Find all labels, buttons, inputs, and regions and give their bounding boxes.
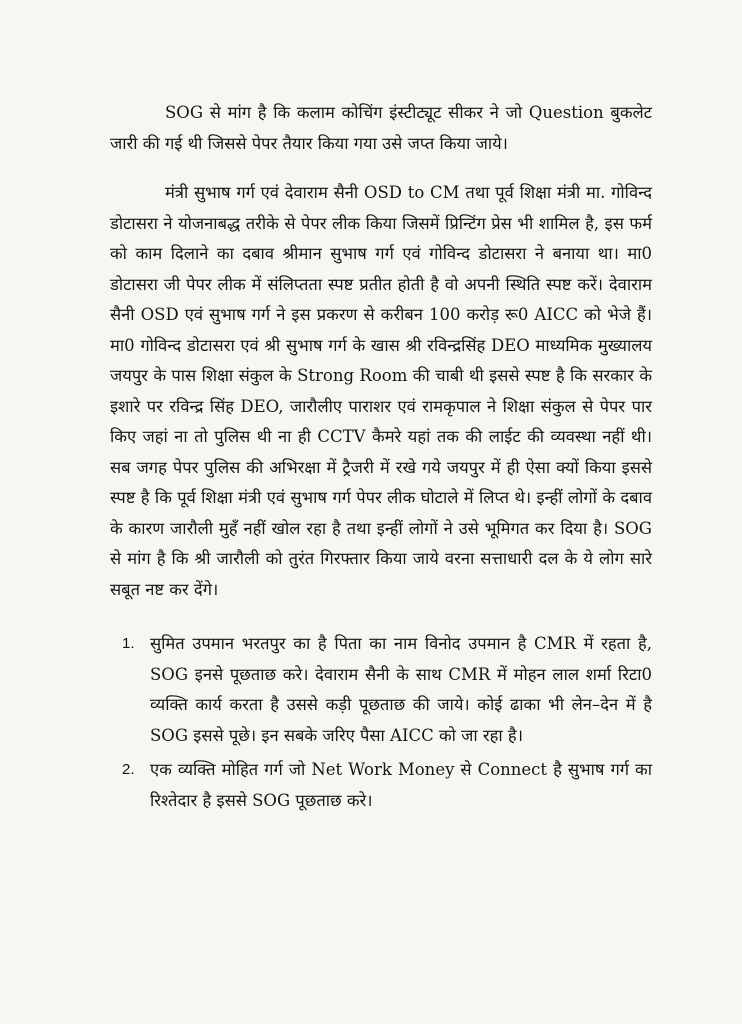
numbered-list xyxy=(110,629,652,816)
paragraph-gap xyxy=(110,159,652,178)
list-item-number: 1. xyxy=(122,635,135,652)
list-item-text: सुमित उपमान भरतपुर का है पिता का नाम विनोद उपमान है CMR में रहता है, SOG इनसे पूछताछ करे। देवाराम सैनी के साथ CMR में मोहन लाल शर्मा रिटा0 व्यक्ति कार्य करता है उससे कड़ी पूछताछ की जाये। कोई ढाका भी लेन–देन में है SOG इससे पूछे। इन सबके जरिए पैसा AICC को जा रहा है। xyxy=(150,634,652,745)
list-gap xyxy=(110,605,652,629)
paragraph-question-booklet: SOG से मांग है कि कलाम कोचिंग इंस्टीट्यूट सीकर ने जो Question बुकलेट जारी की गई थी जिससे पेपर तैयार किया गया उसे जप्त किया जाये। xyxy=(110,103,652,153)
list-item-number: 2. xyxy=(122,761,135,778)
list-item-text: एक व्यक्ति मोहित गर्ग जो Net Work Money से Connect है सुभाष गर्ग का रिश्तेदार है इससे SOG पूछताछ करे। xyxy=(150,760,652,810)
list-item xyxy=(122,629,652,751)
list-item xyxy=(122,755,652,816)
paragraph-paper-leak-allegations: मंत्री सुभाष गर्ग एवं देवाराम सैनी OSD to CM तथा पूर्व शिक्षा मंत्री मा. गोविन्द डोटासरा ने योजनाबद्ध तरीके से पेपर लीक किया जिसमें प्रिन्टिंग प्रेस भी शामिल है, इस फर्म को काम दिलाने का दबाव श्रीमान सुभाष गर्ग एवं गोविन्द डोटासरा ने बनाया था। मा0 डोटासरा जी पेपर लीक में संलिप्तता स्पष्ट प्रतीत होती है वो अपनी स्थिति स्पष्ट करें। देवाराम सैनी OSD एवं सुभाष गर्ग ने इस प्रकरण से करीबन 100 करोड़ रू0 AICC को भेजे हैं। मा0 गोविन्द डोटासरा एवं श्री सुभाष गर्ग के खास श्री रविन्द्रसिंह DEO माध्यमिक मुख्यालय जयपुर के पास शिक्षा संकुल के Strong Room की चाबी थी इससे स्पष्ट है कि सरकार के इशारे पर रविन्द्र सिंह DEO, जारौलीए पाराशर एवं रामकृपाल ने शिक्षा संकुल से पेपर पार किए जहां ना तो पुलिस थी ना ही CCTV कैमरे यहां तक की लाईट की व्यवस्था नहीं थी। सब जगह पेपर पुलिस की अभिरक्षा में ट्रैजरी में रखे गये जयपुर में ही ऐसा क्यों किया इससे स्पष्ट है कि पूर्व शिक्षा मंत्री एवं सुभाष गर्ग पेपर लीक घोटाले में लिप्त थे। इन्हीं लोगों के दबाव के कारण जारौली मुहँ नहीं खोल रहा है तथा इन्हीं लोगों ने उसे भूमिगत कर दिया है। SOG से मांग है कि श्री जारौली को तुरंत गिरफ्तार किया जाये वरना सत्ताधारी दल के ये लोग सारे सबूत नष्ट कर देंगे। xyxy=(110,183,652,599)
